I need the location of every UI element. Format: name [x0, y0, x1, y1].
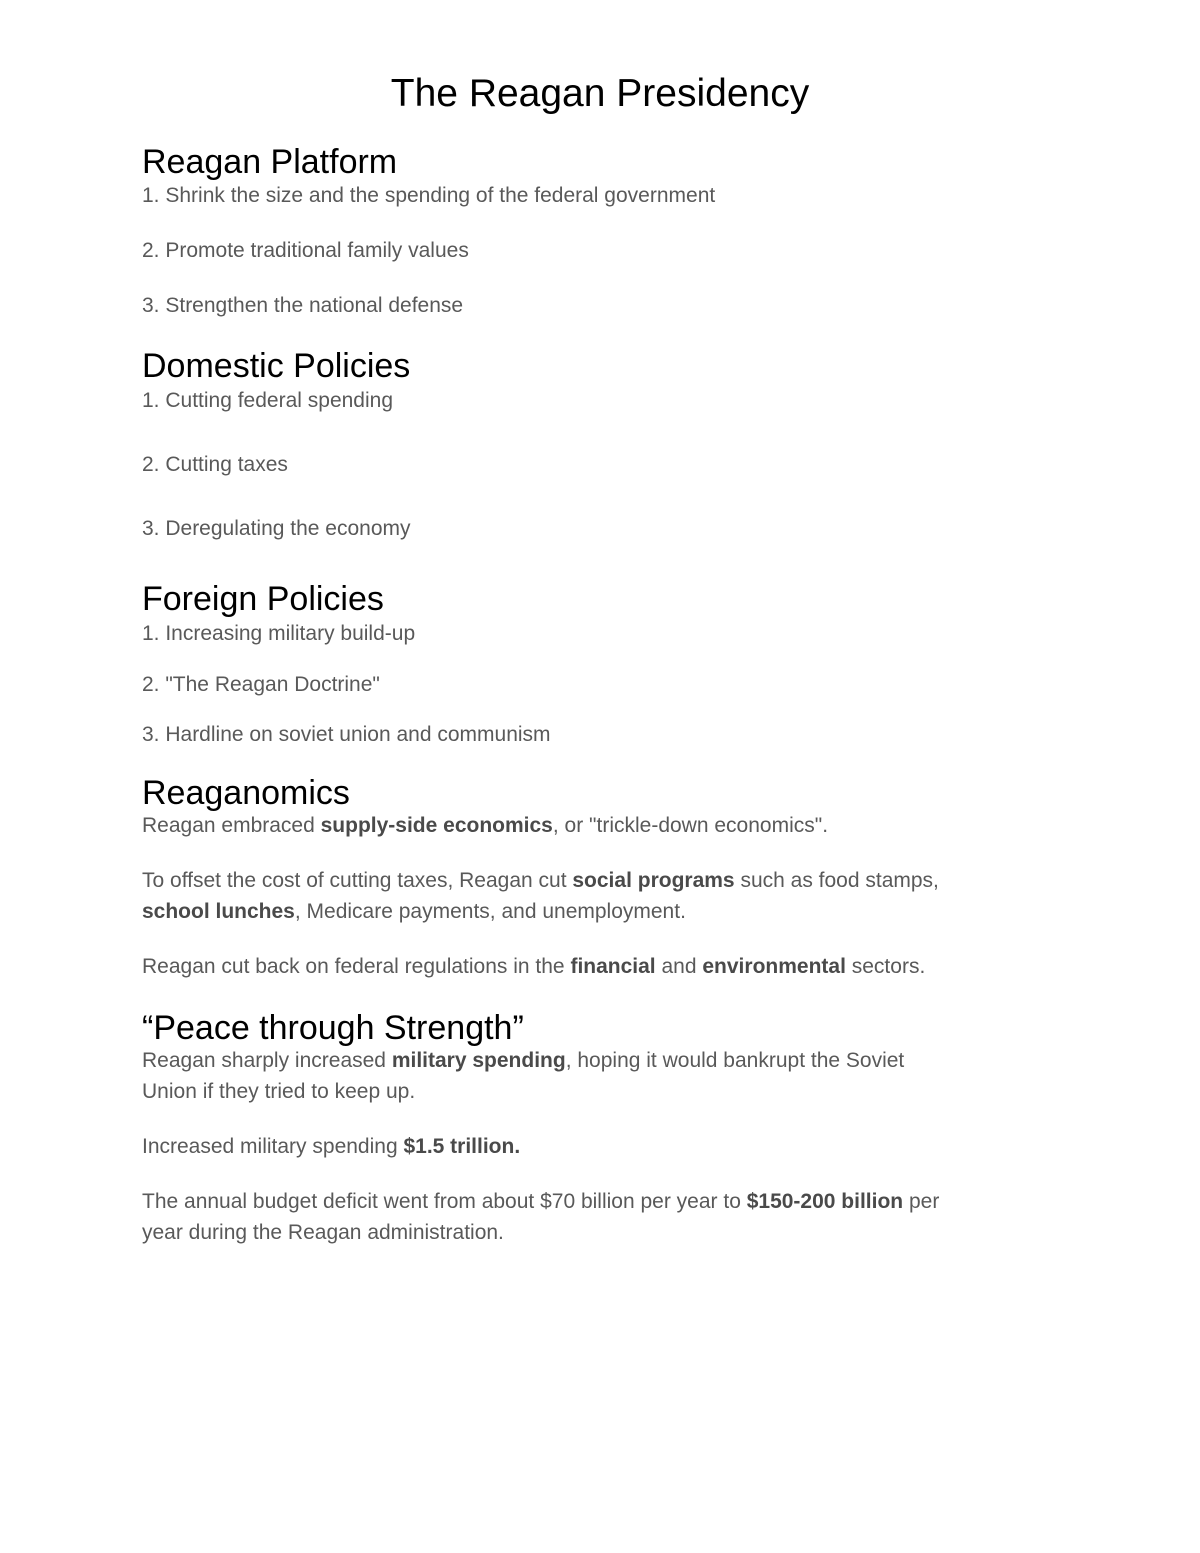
- foreign-item-1: 1. Increasing military build-up: [142, 622, 416, 645]
- reaganomics-paragraph-2-line-1: To offset the cost of cutting taxes, Reagan cut social programs such as food stamps,: [142, 869, 939, 892]
- peace-paragraph-3-line-1: The annual budget deficit went from about $70 billion per year to $150-200 billion per: [142, 1190, 940, 1213]
- reaganomics-paragraph-3: Reagan cut back on federal regulations in the financial and environmental sectors.: [142, 955, 926, 978]
- heading-domestic-policies: Domestic Policies: [142, 347, 411, 385]
- foreign-item-3: 3. Hardline on soviet union and communism: [142, 723, 551, 746]
- peace-paragraph-1-line-1: Reagan sharply increased military spending, hoping it would bankrupt the Soviet: [142, 1049, 905, 1072]
- peace-paragraph-3-line-2: year during the Reagan administration.: [142, 1221, 504, 1244]
- domestic-item-2: 2. Cutting taxes: [142, 453, 288, 476]
- platform-item-3: 3. Strengthen the national defense: [142, 294, 464, 317]
- reaganomics-paragraph-1: Reagan embraced supply-side economics, or "trickle-down economics".: [142, 814, 829, 837]
- peace-paragraph-2: Increased military spending $1.5 trillion.: [142, 1135, 521, 1158]
- platform-item-2: 2. Promote traditional family values: [142, 239, 469, 262]
- peace-paragraph-1-line-2: Union if they tried to keep up.: [142, 1080, 416, 1103]
- heading-reagan-platform: Reagan Platform: [142, 143, 398, 181]
- domestic-item-1: 1. Cutting federal spending: [142, 389, 394, 412]
- heading-reaganomics: Reaganomics: [142, 774, 350, 812]
- domestic-item-3: 3. Deregulating the economy: [142, 517, 411, 540]
- page-title: The Reagan Presidency: [390, 72, 810, 115]
- foreign-item-2: 2. "The Reagan Doctrine": [142, 673, 380, 696]
- reaganomics-paragraph-2-line-2: school lunches, Medicare payments, and unemployment.: [142, 900, 686, 923]
- heading-foreign-policies: Foreign Policies: [142, 580, 384, 618]
- heading-peace-through-strength: “Peace through Strength”: [142, 1009, 524, 1047]
- platform-item-1: 1. Shrink the size and the spending of the federal government: [142, 184, 716, 207]
